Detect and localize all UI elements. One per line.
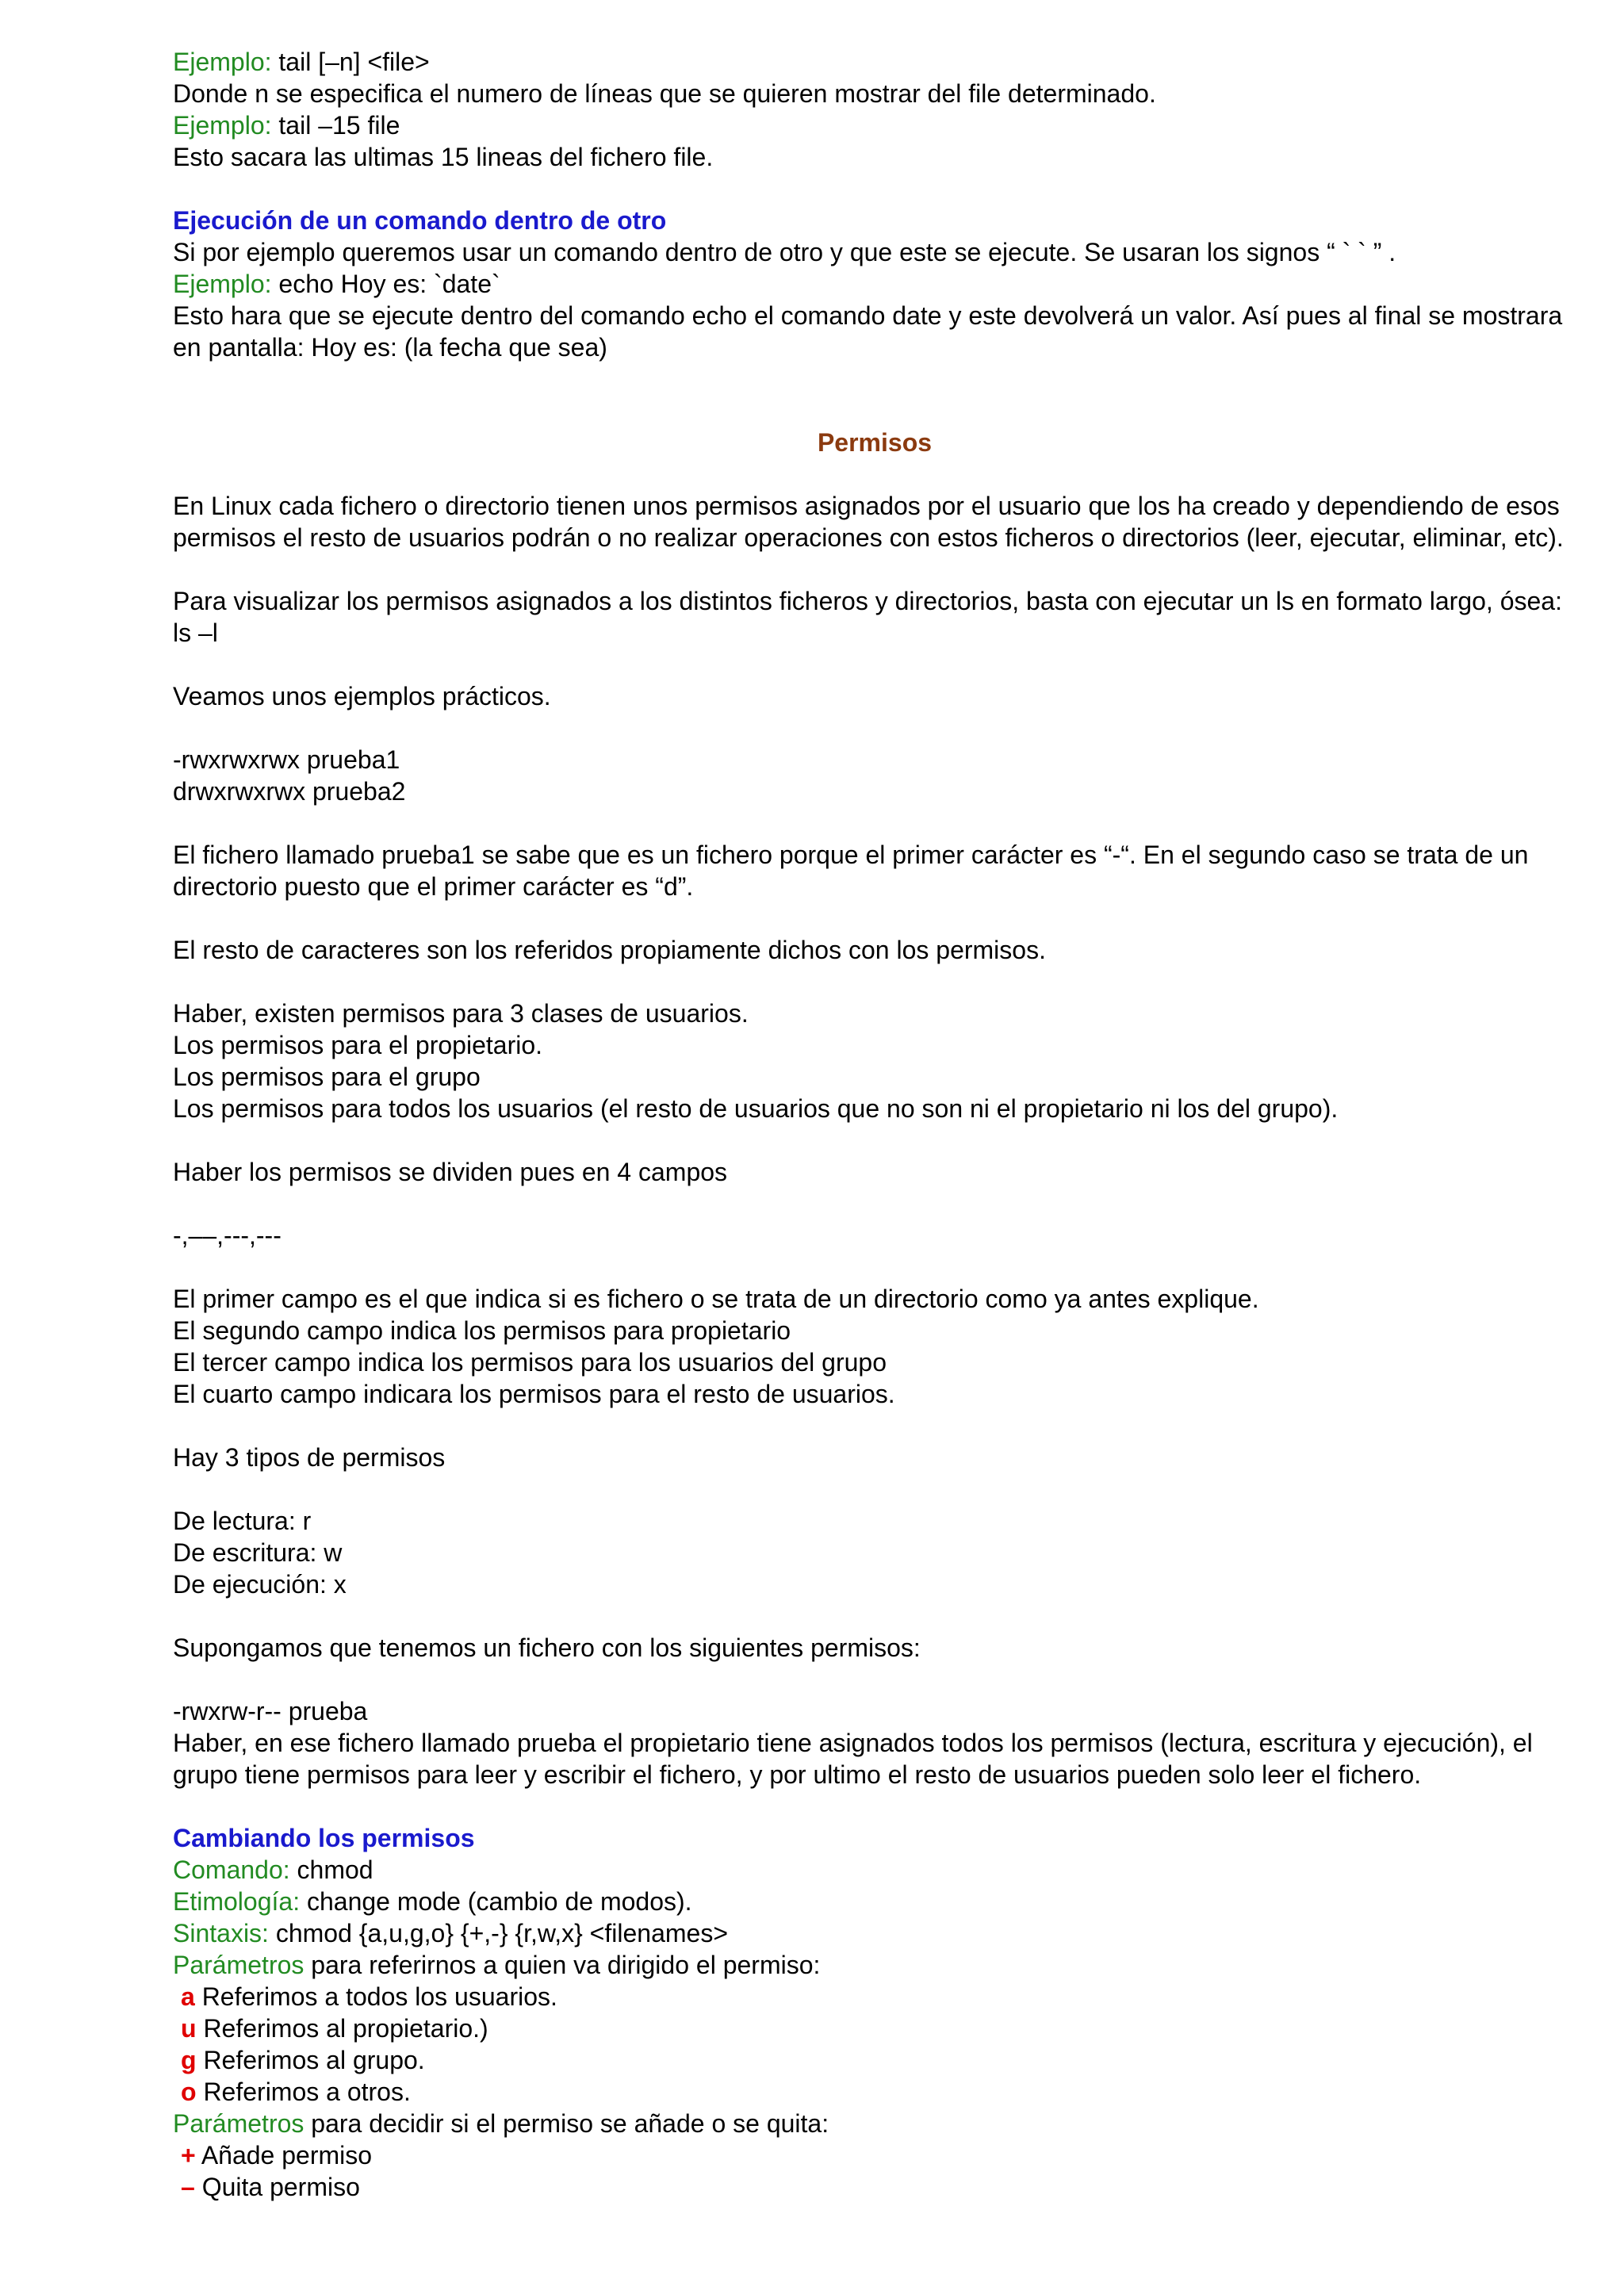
user-class-owner: Los permisos para el propietario. (173, 1031, 543, 1059)
params-text: para referirnos a quien va dirigido el permiso: (304, 1951, 821, 1979)
spacer (173, 1664, 1576, 1695)
permisos-title: Permisos (817, 428, 933, 457)
nested-command-example (173, 268, 1576, 300)
fields-pattern: -,––,---,--- (173, 1221, 282, 1250)
op-key: + (181, 2141, 196, 2170)
spacer (173, 1410, 1576, 1442)
field-3: El tercer campo indica los permisos para los usuarios del grupo (173, 1348, 887, 1377)
op-item-remove (173, 2171, 1576, 2203)
spacer (173, 458, 1576, 490)
user-class-all: Los permisos para todos los usuarios (el resto de usuarios que no son ni el propietario ni los del grupo). (173, 1094, 1339, 1123)
params-text: para decidir si el permiso se añade o se quita: (304, 2109, 829, 2138)
example-text: tail [–n] <file> (271, 48, 430, 76)
op-key: – (181, 2173, 195, 2201)
example-label: Ejemplo: (173, 48, 272, 76)
command-label: Comando: (173, 1855, 290, 1884)
spacer (173, 1188, 1576, 1220)
who-key: o (181, 2078, 197, 2106)
spacer (173, 1473, 1576, 1505)
who-text: Referimos al propietario.) (196, 2014, 488, 2043)
syntax-label: Sintaxis: (173, 1919, 269, 1947)
nested-command-intro: Si por ejemplo queremos usar un comando dentro de otro y que este se ejecute. Se usaran los signos “ ` ` ” . (173, 238, 1396, 266)
permisos-paragraph-5: El resto de caracteres son los referidos propiamente dichos con los permisos. (173, 936, 1046, 964)
who-item-a (173, 1981, 1576, 2013)
chmod-command (173, 1854, 1576, 1886)
example-text: echo Hoy es: `date` (271, 270, 500, 298)
field-2: El segundo campo indica los permisos para propietario (173, 1316, 791, 1345)
permisos-example-2: drwxrwxrwx prueba2 (173, 777, 406, 806)
who-key: u (181, 2014, 197, 2043)
op-text: Añade permiso (195, 2141, 373, 2170)
params-label: Parámetros (173, 2109, 304, 2138)
who-text: Referimos a otros. (196, 2078, 411, 2106)
permisos-paragraph-2: Para visualizar los permisos asignados a los distintos ficheros y directorios, basta con ejecutar un ls en formato largo, ósea: ls –l (173, 587, 1569, 647)
chmod-syntax (173, 1917, 1576, 1949)
tail-description-2: Esto sacara las ultimas 15 lineas del fichero file. (173, 143, 714, 171)
example-label: Ejemplo: (173, 270, 272, 298)
syntax-text: chmod {a,u,g,o} {+,-} {r,w,x} <filenames> (268, 1919, 728, 1947)
spacer (173, 1251, 1576, 1283)
who-text: Referimos a todos los usuarios. (194, 1982, 557, 2011)
chmod-params-op (173, 2108, 1576, 2139)
spacer (173, 363, 1576, 427)
tail-example-1 (173, 46, 1576, 78)
spacer (173, 966, 1576, 998)
field-4: El cuarto campo indicara los permisos para el resto de usuarios. (173, 1380, 895, 1408)
fields-intro: Haber los permisos se dividen pues en 4 campos (173, 1158, 728, 1186)
user-class-group: Los permisos para el grupo (173, 1063, 481, 1091)
types-intro: Hay 3 tipos de permisos (173, 1443, 446, 1472)
who-text: Referimos al grupo. (196, 2046, 425, 2074)
permisos-paragraph-3: Veamos unos ejemplos prácticos. (173, 682, 551, 710)
permisos-paragraph-4: El fichero llamado prueba1 se sabe que es un fichero porque el primer carácter es “-“. En el segundo caso se trata de un directorio puesto que el primer carácter es “d”. (173, 841, 1536, 901)
user-classes-intro: Haber, existen permisos para 3 clases de usuarios. (173, 999, 749, 1028)
chmod-params-who (173, 1949, 1576, 1981)
permisos-example-1: -rwxrwxrwx prueba1 (173, 745, 400, 774)
spacer (173, 1124, 1576, 1156)
suppose-line: Supongamos que tenemos un fichero con los siguientes permisos: (173, 1633, 921, 1662)
who-key: a (181, 1982, 195, 2011)
who-key: g (181, 2046, 197, 2074)
spacer (173, 1790, 1576, 1822)
nested-command-result: Esto hara que se ejecute dentro del comando echo el comando date y este devolverá un valor. Así pues al final se mostrara en pantalla: Hoy es: (la fecha que sea) (173, 301, 1570, 362)
etymology-text: change mode (cambio de modos). (300, 1887, 692, 1916)
field-1: El primer campo es el que indica si es fichero o se trata de un directorio como ya antes explique. (173, 1285, 1259, 1313)
who-item-g (173, 2044, 1576, 2076)
spacer (173, 173, 1576, 205)
chmod-etymology (173, 1886, 1576, 1917)
spacer (173, 902, 1576, 934)
op-item-add (173, 2139, 1576, 2171)
who-item-u (173, 2013, 1576, 2044)
command-text: chmod (289, 1855, 373, 1884)
params-label: Parámetros (173, 1951, 304, 1979)
document-page (173, 46, 1576, 2203)
op-text: Quita permiso (194, 2173, 360, 2201)
spacer (173, 807, 1576, 839)
who-item-o (173, 2076, 1576, 2108)
permisos-explanation: Haber, en ese fichero llamado prueba el propietario tiene asignados todos los permisos (lectura, escritura y ejecución), el grupo tiene permisos para leer y escribir el fichero, y por ultimo el resto de usuarios pueden solo leer el fichero. (173, 1729, 1540, 1789)
tail-description-1: Donde n se especifica el numero de líneas que se quieren mostrar del file determinado. (173, 79, 1156, 108)
type-execute: De ejecución: x (173, 1570, 347, 1599)
permisos-paragraph-1: En Linux cada fichero o directorio tienen unos permisos asignados por el usuario que los ha creado y dependiendo de esos permisos el resto de usuarios podrán o no realizar operaciones con estos ficheros o directorios (leer, ejecutar, eliminar, etc). (173, 492, 1567, 552)
spacer (173, 712, 1576, 744)
spacer (173, 1600, 1576, 1632)
spacer (173, 553, 1576, 585)
type-write: De escritura: w (173, 1538, 343, 1567)
etymology-label: Etimología: (173, 1887, 301, 1916)
permisos-example-3: -rwxrw-r-- prueba (173, 1697, 368, 1725)
type-read: De lectura: r (173, 1507, 312, 1535)
nested-command-heading: Ejecución de un comando dentro de otro (173, 206, 667, 235)
example-label: Ejemplo: (173, 111, 272, 140)
spacer (173, 649, 1576, 680)
tail-example-2 (173, 109, 1576, 141)
example-text: tail –15 file (271, 111, 400, 140)
chmod-heading: Cambiando los permisos (173, 1824, 475, 1852)
